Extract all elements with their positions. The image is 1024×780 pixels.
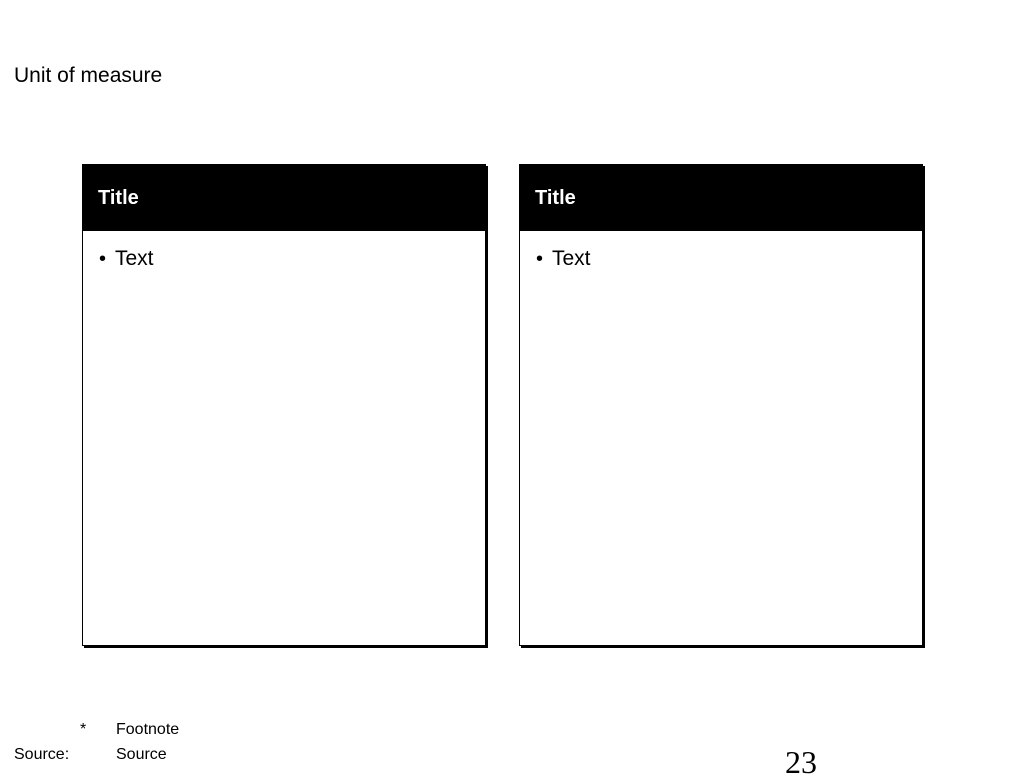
bullet-icon: • [536, 248, 544, 270]
bullet-text: Text [115, 247, 154, 270]
bullet-text: Text [552, 247, 591, 270]
footnote-marker: * [80, 721, 87, 738]
bullet-item [99, 246, 485, 272]
source-text: Source [116, 746, 167, 763]
left-panel-title: Title [83, 165, 485, 231]
bullet-icon: • [99, 248, 107, 270]
right-panel [519, 164, 923, 646]
right-panel-title: Title [520, 165, 922, 231]
page-number: 23 [785, 744, 817, 780]
unit-of-measure-label: Unit of measure [14, 64, 163, 87]
source-label: Source: [14, 746, 70, 763]
bullet-item [536, 246, 922, 272]
left-panel [82, 164, 486, 646]
right-panel-body [520, 231, 922, 272]
footnote-text: Footnote [116, 721, 180, 738]
left-panel-body [83, 231, 485, 272]
